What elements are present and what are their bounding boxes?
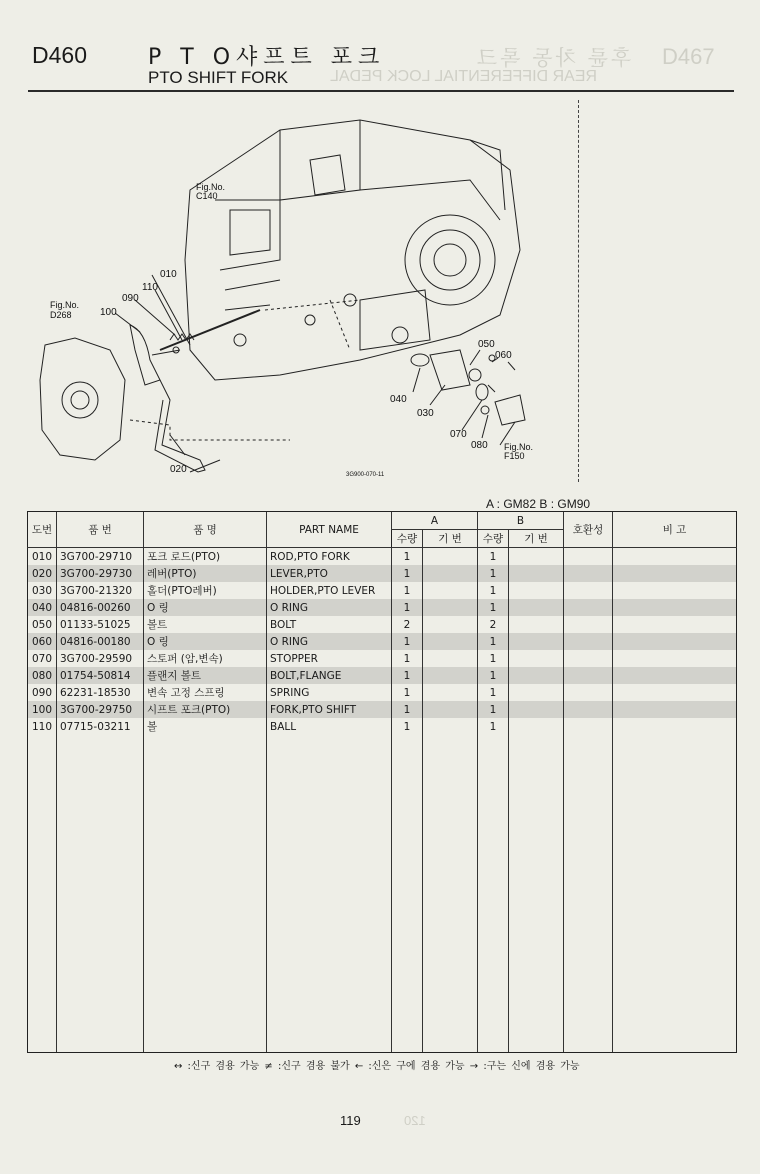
cell-part-no: 07715-03211 xyxy=(57,718,144,735)
cell-qty-a: 1 xyxy=(392,633,423,650)
header-group-b: B xyxy=(478,512,564,530)
cell-no: 070 xyxy=(28,650,57,667)
page-title-english: PTO SHIFT FORK xyxy=(148,68,289,87)
cell-no: 090 xyxy=(28,684,57,701)
cell-qty-b: 1 xyxy=(478,650,509,667)
cell-no: 020 xyxy=(28,565,57,582)
cell-period-b xyxy=(509,701,564,718)
cell-qty-b: 1 xyxy=(478,548,509,566)
cell-part-no: 62231-18530 xyxy=(57,684,144,701)
cell-name-ko: 볼트 xyxy=(144,616,267,633)
table-row xyxy=(28,616,737,633)
cell-period-a xyxy=(423,633,478,650)
cell-remarks xyxy=(613,701,737,718)
cell-qty-a: 1 xyxy=(392,650,423,667)
cell-qty-a: 1 xyxy=(392,548,423,566)
cell-period-a xyxy=(423,667,478,684)
cell-name-ko: 포크 로드(PTO) xyxy=(144,548,267,566)
cell-no: 050 xyxy=(28,616,57,633)
cell-qty-a: 1 xyxy=(392,684,423,701)
cell-period-b xyxy=(509,582,564,599)
table-row xyxy=(28,599,737,616)
cell-no: 040 xyxy=(28,599,57,616)
cell-part-name: BOLT xyxy=(267,616,392,633)
cell-compat xyxy=(564,650,613,667)
cell-part-no: 01754-50814 xyxy=(57,667,144,684)
callout-100: 100 xyxy=(100,307,117,318)
cell-compat xyxy=(564,616,613,633)
parts-table xyxy=(27,511,737,1053)
cell-compat xyxy=(564,667,613,684)
cell-part-name: O RING xyxy=(267,633,392,650)
cell-period-a xyxy=(423,599,478,616)
callout-040: 040 xyxy=(390,394,407,405)
cell-remarks xyxy=(613,616,737,633)
callout-070: 070 xyxy=(450,429,467,440)
cell-qty-a: 1 xyxy=(392,701,423,718)
callout-030: 030 xyxy=(417,408,434,419)
cell-part-no: 3G700-21320 xyxy=(57,582,144,599)
cell-qty-a: 2 xyxy=(392,616,423,633)
header-group-a: A xyxy=(392,512,478,530)
table-row xyxy=(28,565,737,582)
cell-qty-a: 1 xyxy=(392,582,423,599)
cell-qty-b: 1 xyxy=(478,718,509,735)
header-part-name: PART NAME xyxy=(267,512,392,548)
header-name-ko: 품 명 xyxy=(144,512,267,548)
cell-part-name: ROD,PTO FORK xyxy=(267,548,392,566)
cell-period-a xyxy=(423,565,478,582)
fig-ref-c140: Fig.No. xyxy=(196,182,226,192)
cell-part-name: FORK,PTO SHIFT xyxy=(267,701,392,718)
cell-compat xyxy=(564,701,613,718)
cell-qty-b: 1 xyxy=(478,633,509,650)
header-rule xyxy=(28,90,734,92)
callout-110: 110 xyxy=(142,282,158,293)
callout-020: 020 xyxy=(170,464,187,475)
page-divider-dashed xyxy=(578,100,579,482)
callout-060: 060 xyxy=(495,350,512,361)
cell-qty-b: 1 xyxy=(478,667,509,684)
cell-no: 030 xyxy=(28,582,57,599)
cell-remarks xyxy=(613,684,737,701)
callout-010: 010 xyxy=(160,269,177,280)
table-row xyxy=(28,633,737,650)
cell-compat xyxy=(564,565,613,582)
cell-part-name: O RING xyxy=(267,599,392,616)
cell-compat xyxy=(564,599,613,616)
cell-period-b xyxy=(509,718,564,735)
cell-part-name: SPRING xyxy=(267,684,392,701)
bleed-title-ko: 후륜 차동 록크 xyxy=(474,47,632,70)
cell-name-ko: O 링 xyxy=(144,633,267,650)
cell-remarks xyxy=(613,633,737,650)
cell-period-b xyxy=(509,565,564,582)
cell-name-ko: 스토퍼 (암,변속) xyxy=(144,650,267,667)
callout-080: 080 xyxy=(471,440,488,451)
cell-part-name: STOPPER xyxy=(267,650,392,667)
cell-period-a xyxy=(423,548,478,566)
fig-ref-d268: Fig.No. xyxy=(50,300,80,310)
cell-part-no: 3G700-29730 xyxy=(57,565,144,582)
cell-part-name: BALL xyxy=(267,718,392,735)
cell-remarks xyxy=(613,565,737,582)
cell-period-b xyxy=(509,667,564,684)
cell-period-b xyxy=(509,684,564,701)
header-compat: 호환성 xyxy=(564,512,613,548)
fig-ref-f150-code: F150 xyxy=(504,451,525,461)
cell-compat xyxy=(564,718,613,735)
bleed-page-number: 120 xyxy=(404,1113,426,1128)
table-row xyxy=(28,582,737,599)
cell-no: 100 xyxy=(28,701,57,718)
cell-remarks xyxy=(613,667,737,684)
cell-period-b xyxy=(509,650,564,667)
cell-period-a xyxy=(423,701,478,718)
table-row xyxy=(28,718,737,735)
cell-name-ko: O 링 xyxy=(144,599,267,616)
cell-period-a xyxy=(423,650,478,667)
cell-qty-b: 1 xyxy=(478,599,509,616)
model-legend: A : GM82 B : GM90 xyxy=(486,497,591,511)
header-remarks: 비 고 xyxy=(613,512,737,548)
header-qty-b: 수량 xyxy=(478,530,509,548)
cell-name-ko: 레버(PTO) xyxy=(144,565,267,582)
cell-qty-b: 1 xyxy=(478,684,509,701)
cell-no: 110 xyxy=(28,718,57,735)
cell-period-a xyxy=(423,616,478,633)
cell-compat xyxy=(564,548,613,566)
page-title-korean: P T O샤프트 포크 xyxy=(148,45,386,70)
bleed-code: D467 xyxy=(662,44,715,69)
fig-ref-c140-code: C140 xyxy=(196,191,218,201)
cell-name-ko: 변속 고정 스프링 xyxy=(144,684,267,701)
cell-qty-a: 1 xyxy=(392,718,423,735)
cell-name-ko: 홀더(PTO레버) xyxy=(144,582,267,599)
cell-part-no: 3G700-29710 xyxy=(57,548,144,566)
cell-qty-b: 1 xyxy=(478,701,509,718)
cell-remarks xyxy=(613,582,737,599)
cell-compat xyxy=(564,582,613,599)
cell-qty-b: 2 xyxy=(478,616,509,633)
cell-name-ko: 볼 xyxy=(144,718,267,735)
cell-remarks xyxy=(613,548,737,566)
cell-period-b xyxy=(509,633,564,650)
cell-period-b xyxy=(509,599,564,616)
cell-period-a xyxy=(423,582,478,599)
cell-name-ko: 시프트 포크(PTO) xyxy=(144,701,267,718)
header-period-b: 기 번 xyxy=(509,530,564,548)
page-number: 119 xyxy=(340,1113,361,1128)
cell-no: 010 xyxy=(28,548,57,566)
drawing-number: 3G900-070-11 xyxy=(346,472,385,478)
cell-period-b xyxy=(509,548,564,566)
cell-part-no: 04816-00180 xyxy=(57,633,144,650)
fig-ref-d268-code: D268 xyxy=(50,310,72,320)
table-row xyxy=(28,701,737,718)
cell-qty-b: 1 xyxy=(478,565,509,582)
cell-part-no: 04816-00260 xyxy=(57,599,144,616)
table-row xyxy=(28,650,737,667)
cell-remarks xyxy=(613,718,737,735)
cell-no: 080 xyxy=(28,667,57,684)
header-part-no: 품 번 xyxy=(57,512,144,548)
header-qty-a: 수량 xyxy=(392,530,423,548)
compatibility-legend: ↔ :신구 겸용 가능 ≠ :신구 겸용 불가 ← :신은 구에 겸용 가능 → :구는 신에 겸용 가능 xyxy=(174,1061,580,1072)
cell-part-name: LEVER,PTO xyxy=(267,565,392,582)
cell-qty-a: 1 xyxy=(392,667,423,684)
cell-part-no: 3G700-29750 xyxy=(57,701,144,718)
cell-qty-b: 1 xyxy=(478,582,509,599)
cell-part-no: 01133-51025 xyxy=(57,616,144,633)
cell-part-name: BOLT,FLANGE xyxy=(267,667,392,684)
cell-remarks xyxy=(613,599,737,616)
callout-050: 050 xyxy=(478,339,495,350)
transmission-case xyxy=(185,120,520,380)
exploded-parts-diagram xyxy=(30,100,630,490)
cell-compat xyxy=(564,684,613,701)
cell-part-no: 3G700-29590 xyxy=(57,650,144,667)
table-row xyxy=(28,667,737,684)
table-row xyxy=(28,548,737,566)
cell-compat xyxy=(564,633,613,650)
cell-qty-a: 1 xyxy=(392,565,423,582)
bleed-title-en: REAR DIFFERENTIAL LOCK PEDAL xyxy=(330,68,598,85)
fig-ref-f150: Fig.No. xyxy=(504,442,534,452)
cell-no: 060 xyxy=(28,633,57,650)
callout-090: 090 xyxy=(122,293,139,304)
cell-part-name: HOLDER,PTO LEVER xyxy=(267,582,392,599)
cell-qty-a: 1 xyxy=(392,599,423,616)
cell-period-b xyxy=(509,616,564,633)
section-code: D460 xyxy=(32,42,87,68)
table-row xyxy=(28,684,737,701)
header-no: 도번 xyxy=(28,512,57,548)
cell-name-ko: 플랜지 볼트 xyxy=(144,667,267,684)
header-period-a: 기 번 xyxy=(423,530,478,548)
cell-remarks xyxy=(613,650,737,667)
table-blank-area xyxy=(28,735,737,1053)
cell-period-a xyxy=(423,684,478,701)
cell-period-a xyxy=(423,718,478,735)
